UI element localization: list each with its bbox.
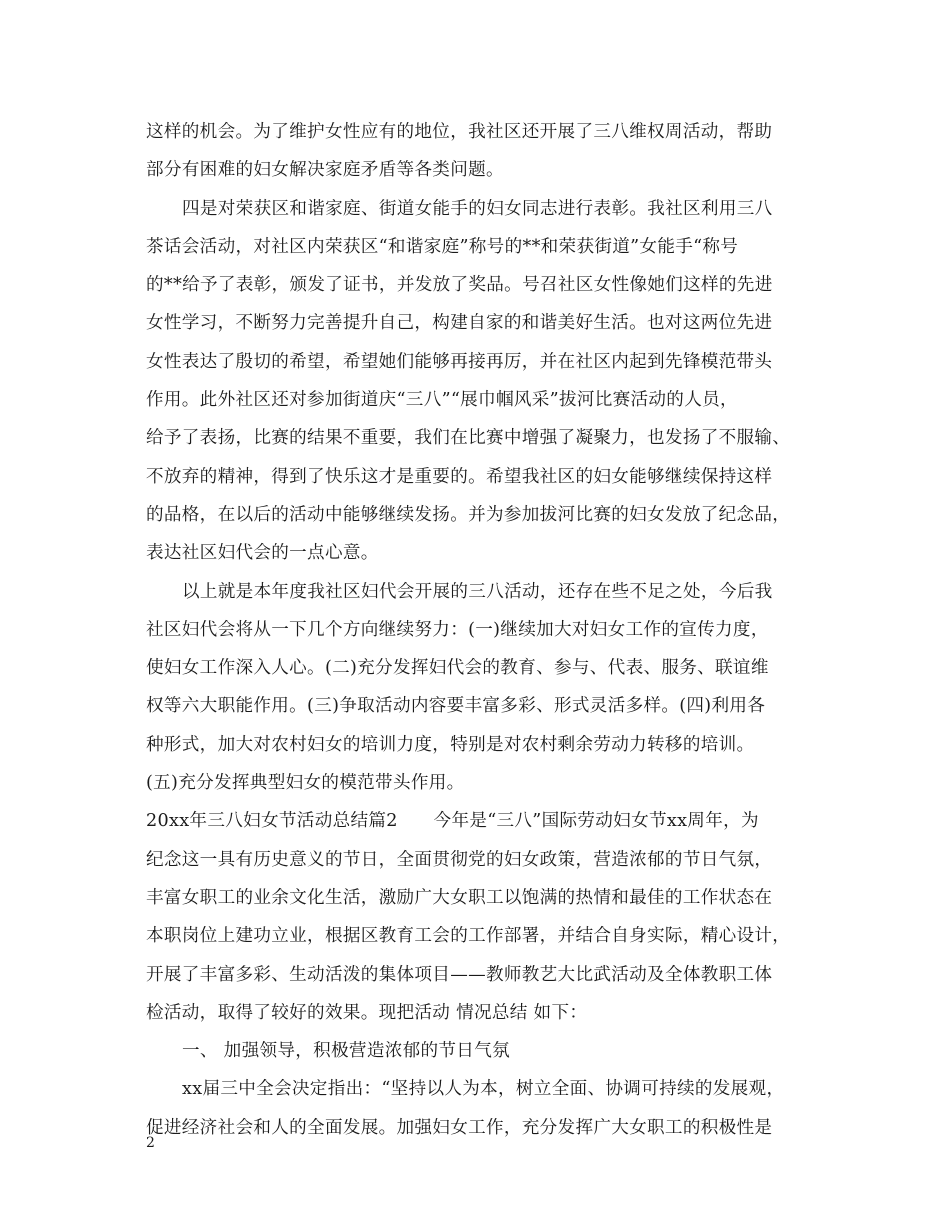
text-line: 一、 加强领导，积极营造浓郁的节日气氛	[182, 1041, 510, 1062]
text-line: xx届三中全会决定指出：“坚持以人为本，树立全面、协调可持续的发展观，	[182, 1079, 785, 1100]
text-line: 丰富女职工的业余文化生活，激励广大女职工以饱满的热情和最佳的工作状态在	[146, 887, 773, 908]
text-line: 这样的机会。为了维护女性应有的地位，我社区还开展了三八维权周活动，帮助	[146, 122, 773, 142]
text-line: 女性学习，不断努力完善提升自己，构建自家的和谐美好生活。也对这两位先进	[146, 313, 773, 334]
text-line: 本职岗位上建功立业，根据区教育工会的工作部署，并结合自身实际，精心设计，	[146, 926, 791, 947]
text-line: 四是对荣获区和谐家庭、街道女能手的妇女同志进行表彰。我社区利用三八	[182, 198, 773, 219]
text-line: (五)充分发挥典型妇女的模范带头作用。	[146, 773, 465, 794]
page-number: 2	[146, 1135, 155, 1151]
text-line: 纪念这一具有历史意义的节日，全面贯彻党的妇女政策，营造浓郁的节日气氛，	[146, 849, 773, 870]
text-line: 以上就是本年度我社区妇代会开展的三八活动，还存在些不足之处，今后我	[182, 581, 773, 602]
body-text	[146, 113, 816, 1147]
text-line: 的**给予了表彰，颁发了证书，并发放了奖品。号召社区女性像她们这样的先进	[146, 275, 773, 296]
text-line: 作用。此外社区还对参加街道庆“三八”“展巾帼风采”拔河比赛活动的人员，	[146, 390, 738, 411]
text-line: 部分有困难的妇女解决家庭矛盾等各类问题。	[146, 160, 504, 181]
text-line: 促进经济社会和人的全面发展。加强妇女工作，充分发挥广大女职工的积极性是	[146, 1117, 773, 1138]
text-line: 不放弃的精神，得到了快乐这才是重要的。希望我社区的妇女能够继续保持这样	[146, 466, 773, 487]
text-line: 20xx年三八妇女节活动总结篇2 今年是“三八”国际劳动妇女节xx周年，为	[146, 811, 759, 832]
text-line: 的品格，在以后的活动中能够继续发扬。并为参加拔河比赛的妇女发放了纪念品，	[146, 504, 791, 525]
text-line: 茶话会活动，对社区内荣获区“和谐家庭”称号的**和荣获街道”女能手“称号	[146, 236, 739, 257]
text-line: 种形式，加大对农村妇女的培训力度，特别是对农村剩余劳动力转移的培训。	[146, 734, 755, 755]
text-line: 检活动，取得了较好的效果。现把活动 情况总结 如下：	[146, 1002, 588, 1023]
text-line: 表达社区妇代会的一点心意。	[146, 543, 379, 564]
text-line: 权等六大职能作用。(三)争取活动内容要丰富多彩、形式灵活多样。(四)利用各	[146, 696, 766, 717]
text-line: 使妇女工作深入人心。(二)充分发挥妇代会的教育、参与、代表、服务、联谊维	[146, 658, 769, 679]
text-line: 开展了丰富多彩、生动活泼的集体项目——教师教艺大比武活动及全体教职工体	[146, 964, 773, 985]
text-line: 社区妇代会将从一下几个方向继续努力：(一)继续加大对妇女工作的宣传力度，	[146, 619, 769, 640]
text-line: 女性表达了殷切的希望，希望她们能够再接再厉，并在社区内起到先锋模范带头	[146, 351, 773, 372]
text-line: 给予了表扬，比赛的结果不重要，我们在比赛中增强了凝聚力，也发扬了不服输、	[146, 428, 791, 449]
